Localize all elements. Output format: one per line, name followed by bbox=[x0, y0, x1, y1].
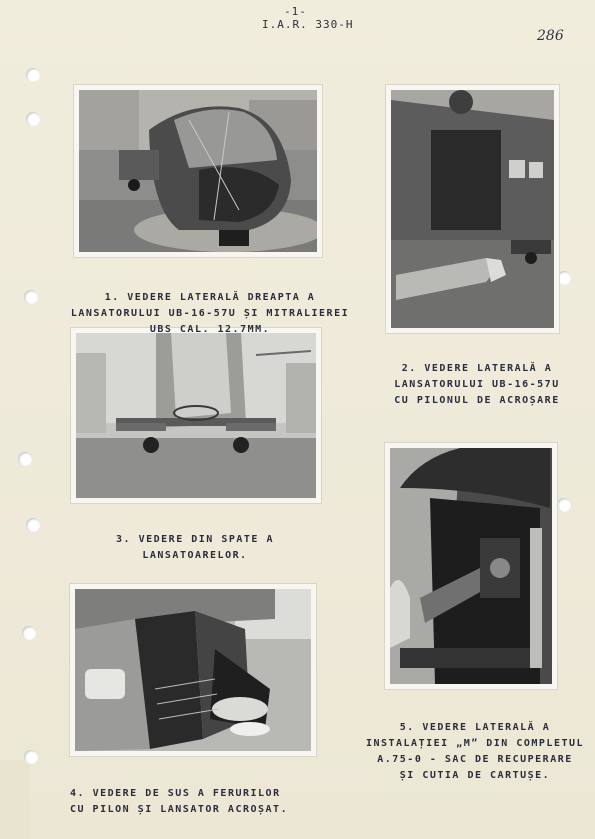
page-number: 286 bbox=[537, 28, 564, 44]
photo-1 bbox=[74, 85, 322, 257]
punch-hole bbox=[24, 290, 38, 304]
caption-text: VEDERE DIN SPATE A LANSATOARELOR. bbox=[138, 534, 274, 561]
photo-5 bbox=[385, 443, 557, 689]
caption-text: VEDERE DE SUS A FERURILOR CU PILON ȘI LANSATOR ACROȘAT. bbox=[70, 788, 289, 815]
installation-m-image bbox=[390, 448, 552, 684]
punch-hole bbox=[557, 498, 571, 512]
helicopter-front-view-image bbox=[79, 90, 317, 252]
caption-text: VEDERE LATERALĂ A INSTALAȚIEI „M” DIN COMPLETUL A.75-0 - SAC DE RECUPERARE ȘI CUTIA DE CARTUȘE. bbox=[365, 722, 585, 781]
punch-hole bbox=[26, 518, 40, 532]
punch-hole bbox=[22, 626, 36, 640]
punch-hole bbox=[26, 112, 40, 126]
punch-hole bbox=[24, 750, 38, 764]
page-marker: -1- bbox=[284, 5, 307, 18]
document-code: I.A.R. 330-H bbox=[262, 18, 354, 31]
page-edge-shadow bbox=[0, 760, 30, 839]
punch-hole bbox=[557, 271, 571, 285]
photo-3 bbox=[71, 328, 321, 503]
caption-5 bbox=[362, 704, 588, 784]
caption-text: VEDERE LATERALĂ A LANSATORULUI UB-16-57U CU PILONUL DE ACROȘARE bbox=[394, 363, 560, 406]
caption-1 bbox=[60, 274, 360, 338]
punch-hole bbox=[18, 452, 32, 466]
caption-number: 2. bbox=[401, 363, 417, 374]
photo-2 bbox=[386, 85, 559, 333]
caption-2 bbox=[366, 345, 588, 409]
launcher-side-view-image bbox=[391, 90, 554, 328]
caption-number: 1. bbox=[104, 292, 120, 303]
caption-4 bbox=[70, 770, 370, 818]
caption-number: 4. bbox=[70, 788, 86, 799]
punch-hole bbox=[26, 68, 40, 82]
launchers-rear-view-image bbox=[76, 333, 316, 498]
caption-text: VEDERE LATERALĂ DREAPTA A LANSATORULUI UB-16-57U ȘI MITRALIEREI UBS CAL. 12.7MM. bbox=[70, 292, 350, 335]
caption-number: 5. bbox=[399, 722, 415, 733]
photo-4 bbox=[70, 584, 316, 756]
caption-3 bbox=[70, 516, 320, 564]
fittings-top-view-image bbox=[75, 589, 311, 751]
caption-number: 3. bbox=[116, 534, 132, 545]
